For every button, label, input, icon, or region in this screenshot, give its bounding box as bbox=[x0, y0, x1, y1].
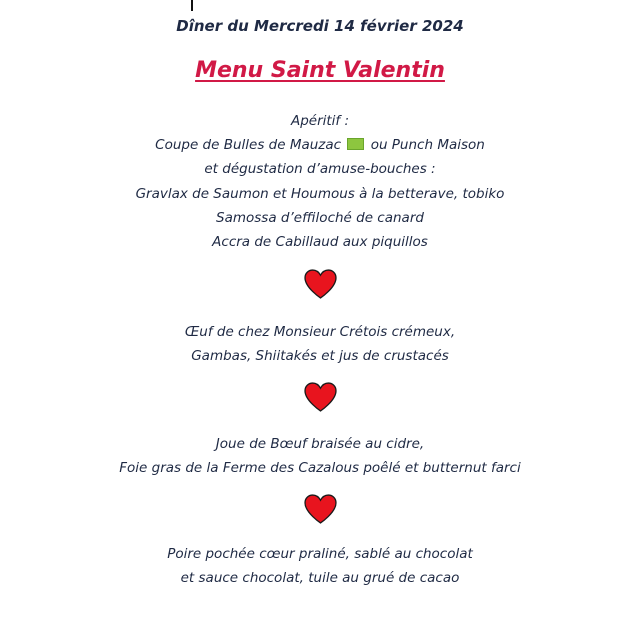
dinner-date-title: Dîner du Mercredi 14 février 2024 bbox=[176, 17, 464, 35]
course-2-line-1: Joue de Bœuf braisée au cidre, bbox=[215, 436, 425, 452]
course-section-1 bbox=[0, 320, 640, 368]
text-cursor bbox=[191, 0, 193, 11]
course-3-line-1: Poire pochée cœur praliné, sablé au chocolat bbox=[167, 546, 473, 562]
bio-label-icon bbox=[347, 138, 364, 150]
aperitif-heading: Apéritif : bbox=[290, 113, 350, 129]
course-2-line-2: Foie gras de la Ferme des Cazalous poêlé et butternut farci bbox=[119, 460, 521, 477]
heart-icon bbox=[304, 382, 337, 412]
aperitif-line-1-end: ou Punch Maison bbox=[370, 137, 485, 154]
menu-title: Menu Saint Valentin bbox=[195, 58, 445, 83]
aperitif-line-1-start: Coupe de Bulles de Mauzac bbox=[155, 137, 342, 154]
course-section-2 bbox=[0, 432, 640, 480]
course-section-3 bbox=[0, 542, 640, 590]
aperitif-line-5: Accra de Cabillaud aux piquillos bbox=[212, 234, 428, 251]
aperitif-line-3: Gravlax de Saumon et Houmous à la betterave, tobiko bbox=[135, 185, 505, 202]
course-3-line-2: et sauce chocolat, tuile au grué de cacao bbox=[180, 570, 460, 587]
course-1-line-1: Œuf de chez Monsieur Crétois crémeux, bbox=[184, 324, 456, 340]
heart-icon bbox=[304, 494, 337, 524]
aperitif-line-4: Samossa d’effiloché de canard bbox=[216, 209, 424, 226]
aperitif-line-1 bbox=[0, 133, 640, 157]
aperitif-line-2: et dégustation d’amuse-bouches : bbox=[204, 161, 436, 178]
aperitif-section bbox=[0, 109, 640, 254]
course-1-line-2: Gambas, Shiitakés et jus de crustacés bbox=[191, 348, 449, 365]
heart-icon bbox=[304, 269, 337, 299]
